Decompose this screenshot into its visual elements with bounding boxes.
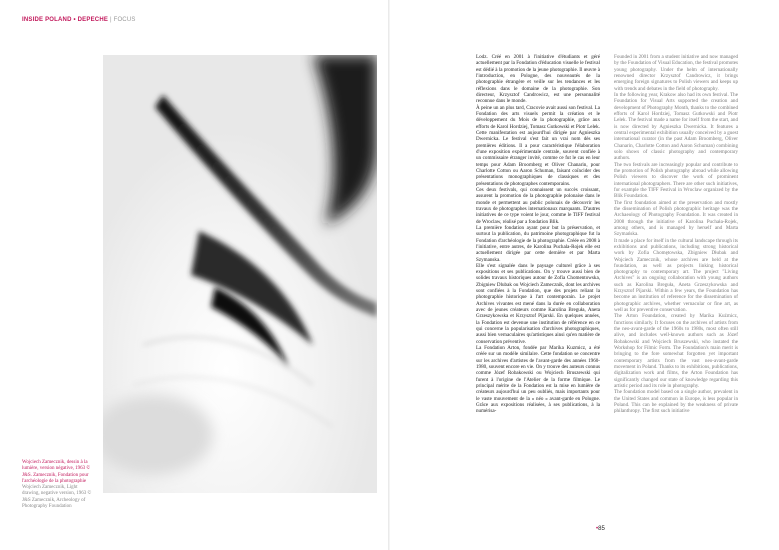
header-separator: |	[109, 17, 112, 23]
fr-paragraph: La Fondation Arton, fondée par Marika Kuzmicz, a été créée sur un modèle similaire. Cette fondation se concentre sur les archives d'artistes de l'avant-garde des années 1960-1980, souvent encore en vie. On y trouve des auteurs connus comme Józef Robakowski ou Wojciech Bruszewski qui furent à l'origine de l'Atelier de la forme filmique. Le principal mérite de la Fondation est la mise en lumière de créateurs aujourd'hui un peu oubliés, mais importants pour le vaste mouvement de la « néo » avant-garde en Pologne. Grâce aux expositions réalisées, à ses publications, à la numérisa-	[476, 345, 600, 415]
page-number	[596, 526, 605, 532]
subsection-label: • DEPECHE	[73, 17, 109, 23]
header-tag: FOCUS	[113, 17, 136, 23]
english-column	[614, 54, 738, 520]
page-header	[22, 17, 136, 23]
fr-paragraph: Ces deux festivals, qui connaissent un succès croissant, assurent la promotion de la photographie polonaise dans le monde et permettent au public polonais de découvrir les travaux de photographes internationaux marquants. D'autres initiatives de ce type voient le jour, comme le TIFF festival de Wroclaw, réalisé par a fondation Blik.	[476, 186, 600, 225]
en-paragraph: It made a place for itself in the cultural landscape through its exhibitions and publications, including strong historical work by Zofia Chomętowska, Zbigniew Dłubak and Wojciech Zamecznik, whose archives are held at the foundation, as well as projects linking historical photography to contemporary art. The project "Living Archives" is an ongoing collaboration with young authors such as Karolina Breguła, Aneta Grzeszykowska and Krzysztof Pijarski. Within a few years, the Foundation has become an institution of reference for the dissemination of photographic archives, whether vernacular or fine art, as well as for preventive conservation.	[614, 237, 738, 314]
en-paragraph: In the following year, Krakow also had its own festival. The Foundation for Visual Arts supported the creation and development of Photography Month, thanks to the combined efforts of Karol Hordziej, Tomasz Gutkowski and Piotr Lelek. The festival made a name for itself from the start, and is now directed by Agnieszka Dwernicka. It features a central experimental exhibition usually conceived by a guest international curator (in the past Adam Broomberg, Oliver Chanarin, Charlotte Cotton and Aaron Schuman) combining solo shows of classic photography and contemporary authors.	[614, 91, 738, 162]
caption-french: Wojciech Zamecznik, dessin à la lumière, version négative, 1963 © J&S. Zamecznik, Fondation pour l'archéologie de la photographie	[22, 460, 91, 484]
fr-paragraph: Lodz. Créé en 2001 à l'initiative d'étudiants et géré actuellement par la Fondation d'éducation visuelle le festival est dédié à la promotion de la jeune photographie. Il œuvre à l'introduction, en Pologne, des nouveautés de la photographie étrangère et veille sur les tendances et les réflexions dans le domaine de la photographie. Son directeur, Krzysztof Candrowicz, est une personnalité reconnue dans le monde.	[476, 54, 600, 105]
abstract-photograph	[103, 55, 377, 493]
left-page	[0, 0, 389, 550]
en-paragraph: The foundation model based on a single author, prevalent in the United States and common in Europe, is less popular in Poland. This can be explained by the weakness of private philanthropy. The first such initiative	[614, 389, 738, 415]
en-paragraph: The first foundation aimed at the preservation and mostly the dissemination of Polish photographic heritage was the Archaeology of Photography Foundation. It was created in 2008 through the initiative of Karolina Puchała-Rojek, among others, and is managed by herself and Marta Szymańska.	[614, 199, 738, 238]
french-column	[476, 54, 600, 520]
fr-paragraph: La première fondation ayant pour but la préservation, et surtout la publication, du patrimoine photographique fut la Fondation d'archéologie de la photographie. Créée en 2008 à l'initiative, entre autres, de Karolina Puchala-Rojek elle est actuellement dirigée par cette dernière et par Marta Szymanska.	[476, 224, 600, 263]
right-page	[390, 0, 779, 550]
photo-caption	[22, 460, 96, 510]
en-paragraph: The two festivals are increasingly popular and contribute to the promotion of Polish photography abroad while allowing Polish viewers to discover the work of prominent international photographers. There are other such initiatives, for example the TIFF Festival in Wroclaw organized by the Blik Foundation.	[614, 161, 738, 200]
en-paragraph: Founded in 2001 from a student initiative and now managed by the Foundation of Visual Education, the festival promotes young photography. Under the helm of internationally renowned director Krzysztof Candrowicz, it brings emerging foreign signatures to Polish viewers and keeps up with trends and debates in the field of photography.	[614, 54, 738, 92]
folio-bullet: •	[596, 526, 599, 532]
fr-paragraph: À peine un an plus tard, Cracovie avait aussi son festival. La Fondation des arts visuels permit la création et le développement du Mois de la photographie, grâce aux efforts de Karol Hordziej, Tomasz Gutkowski et Piotr Lelek. Cette manifestation est aujourd'hui dirigée par Agnieszka Dwernicka. Le festival s'est fait un vrai nom dès ses premières éditions. Il a pour caractéristique l'élaboration d'une exposition expérimentale centrale, souvent confiée à un commissaire étranger invité, comme ce fut le cas en leur temps pour Adam Broomberg et Oliver Chanarin, pour Charlotte Cotton ou Aaron Schuman, faisant coïncider des présentations monographiques de classiques et des présentations de photographes contemporains.	[476, 104, 600, 187]
folio-number: 85	[598, 526, 605, 532]
caption-english: Wojciech Zamecznik, Light drawing, negative version, 1963 © J&S Zamecznik, Archeology of Photography Foundation	[22, 485, 92, 510]
section-label: INSIDE POLAND	[22, 17, 72, 23]
abstract-photograph-icon	[103, 55, 377, 493]
fr-paragraph: Elle s'est signalée dans le paysage culturel grâce à ses expositions et ses publications. On y trouve aussi bien de solides travaux historiques autour de Zofia Chomentowska, Zbigniew Dlubak ou Wojciech Zamecznik, dont les archives sont confiées à la Fondation, que des projets reliant la photographie historique à l'art contemporain. Le projet Archives vivantes est mené dans la durée en collaboration avec de jeunes créateurs comme Karolina Breguła, Aneta Grzeszykowska et Krzysztof Pijarski. En quelques années, la Fondation est devenue une institution de référence en ce qui concerne la popularisation d'archives photographiques, aussi bien vernaculaires qu'artistiques ainsi qu'en matière de conservation préventive.	[476, 262, 600, 345]
en-paragraph: The Arton Foundation, created by Marika Kuźmicz, functions similarly. It focuses on the archives of artists from the neo-avant-garde of the 1960s to 1980s, most often still alive, and includes well-known authors such as Józef Robakowski and Wojciech Bruszewski, who instated the Workshop for Filmic Form. The Foundation's main merit is bringing to the fore somewhat forgotten yet important contemporary artists from the vast neo-avant-garde movement in Poland. Thanks to its exhibitions, publications, digitalization work and films, the Arton Foundation has significantly changed our state of knowledge regarding this artistic period and its role in photography.	[614, 313, 738, 390]
